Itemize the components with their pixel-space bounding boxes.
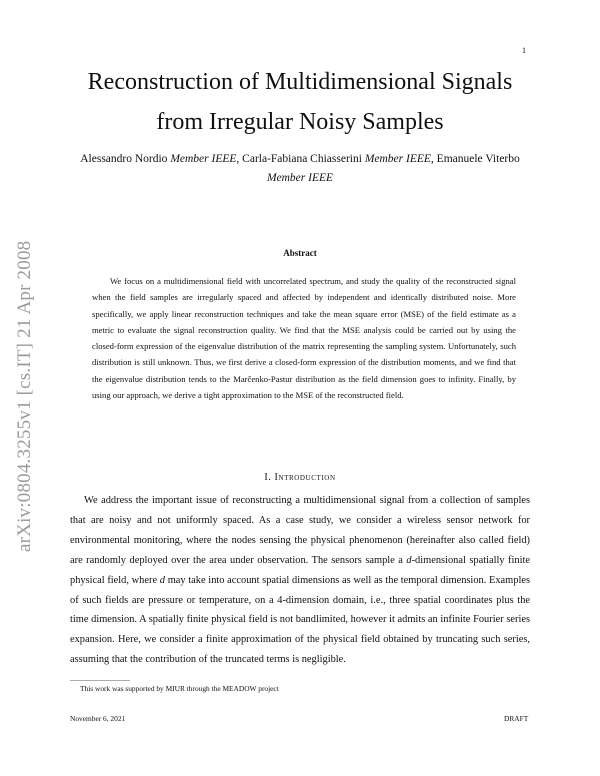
section-number: I.	[264, 472, 275, 483]
title-line-1: Reconstruction of Multidimensional Signals	[87, 69, 513, 95]
paper-title	[70, 62, 530, 142]
author-affiliation: Member IEEE	[364, 153, 431, 165]
author-name: Carla-Fabiana Chiasserini	[242, 153, 362, 165]
title-line-2: from Irregular Noisy Samples	[156, 109, 444, 135]
math-variable: d	[406, 554, 412, 566]
arxiv-identifier: arXiv:0804.3255v1 [cs.IT] 21 Apr 2008	[14, 240, 35, 552]
author-name: Alessandro Nordio	[80, 153, 168, 165]
section-heading	[70, 472, 530, 483]
page-date: November 6, 2021	[70, 714, 126, 723]
page-number: 1	[522, 46, 526, 55]
author-affiliation: Member IEEE	[266, 172, 334, 184]
author-list: Alessandro Nordio Member IEEE, Carla-Fabiana Chiasserini Member IEEE, Emanuele Viterbo Member IEEE	[80, 153, 520, 184]
author-name: Emanuele Viterbo	[436, 153, 520, 165]
math-variable: d	[159, 574, 165, 586]
section-title: Introduction	[274, 472, 336, 483]
introduction-paragraph: We address the important issue of reconstructing a multidimensional signal from a collection of samples that are noisy and not uniformly spaced. As a case study, we consider a wireless sensor network for environmental monitoring, where the nodes sensing the physical phenomenon (hereinafter also called field) are randomly deployed over the area under observation. The sensors sample a d-dimensional spatially finite physical field, where d may take into account spatial dimensions as well as the temporal dimension. Examples of such fields are pressure or temperature, on a 4-dimension domain, i.e., three spatial coordinates plus the time dimension. A spatially finite physical field is not bandlimited, however it admits an infinite Fourier series expansion. Here, we consider a finite approximation of the physical field obtained by truncating such series, assuming that the contribution of the truncated terms is negligible.	[70, 495, 530, 666]
footnote: This work was supported by MIUR through the MEADOW project	[80, 684, 279, 693]
abstract-heading: Abstract	[283, 248, 317, 258]
abstract-text: We focus on a multidimensional field with uncorrelated spectrum, and study the quality of the reconstructed signal when the field samples are irregularly spaced and affected by independent and identically distributed noise. More specifically, we apply linear reconstruction techniques and take the mean square error (MSE) of the field estimate as a metric to evaluate the signal reconstruction quality. We find that the MSE analysis could be carried out by using the closed-form expression of the eigenvalue distribution of the matrix representing the sampling system. Unfortunately, such distribution is still unknown. Thus, we first derive a closed-form expression of the distribution moments, and we find that the eigenvalue distribution tends to the Marčenko-Pastur distribution as the field dimension goes to infinity. Finally, by using our approach, we derive a tight approximation to the MSE of the reconstructed field.	[92, 276, 516, 401]
footnote-divider	[70, 680, 130, 681]
author-affiliation: Member IEEE	[170, 153, 237, 165]
draft-label: DRAFT	[504, 714, 529, 723]
